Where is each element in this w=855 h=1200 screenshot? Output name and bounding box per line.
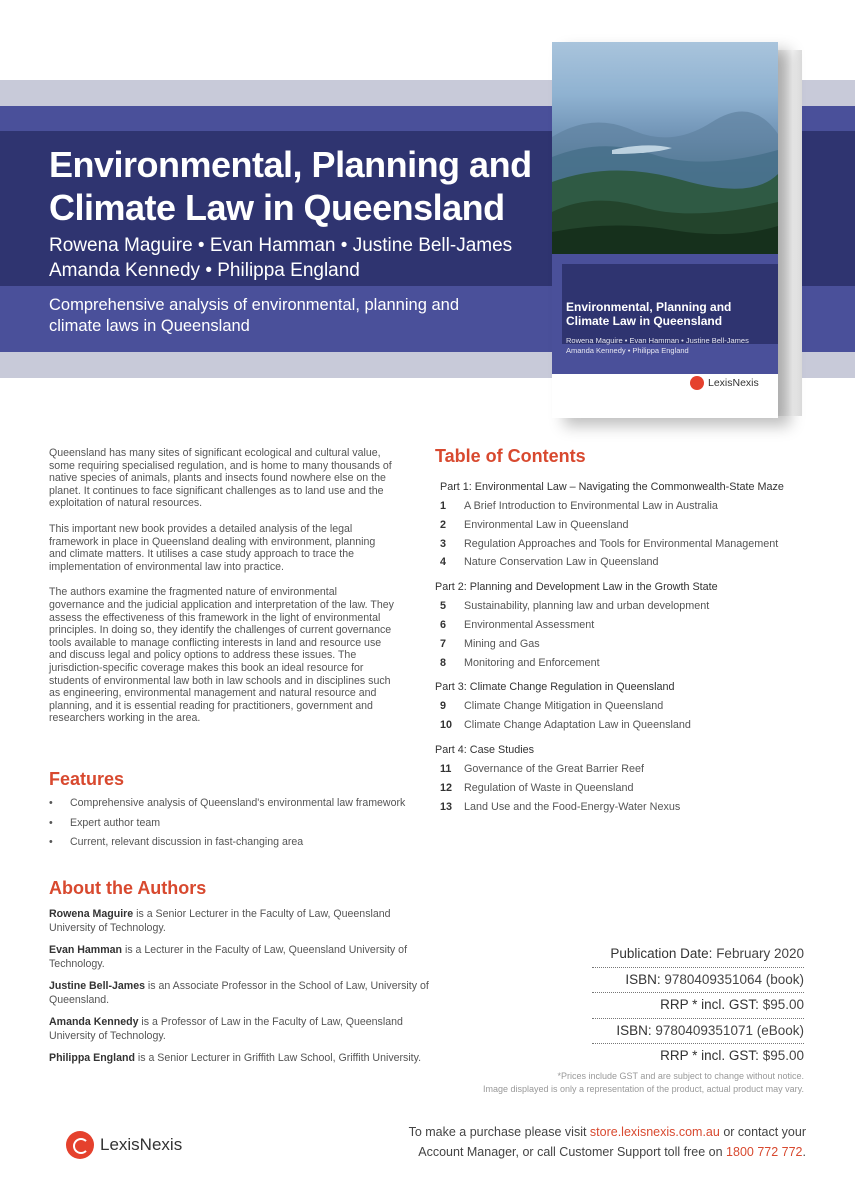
book-cover-authors: Rowena Maguire • Evan Hamman • Justine Bell-James Amanda Kennedy • Philippa England — [566, 336, 749, 355]
banner-authors — [49, 233, 512, 283]
purchase-info-intro: To make a purchase please visit — [408, 1125, 590, 1139]
chapter-number: 7 — [440, 637, 447, 650]
toc-part-title: Part 2: Planning and Development Law in the Growth State — [435, 581, 718, 594]
store-link[interactable]: store.lexisnexis.com.au — [589, 1125, 720, 1139]
chapter-number: 8 — [440, 656, 447, 669]
price-book-label: RRP * incl. GST: — [660, 997, 759, 1012]
author-name: Philippa England — [49, 1052, 135, 1064]
feature-item: • Comprehensive analysis of Queensland's environmental law framework — [49, 796, 429, 816]
author-bio — [49, 1015, 429, 1043]
chapter-number: 3 — [440, 537, 447, 550]
price-disclaimer — [420, 1070, 804, 1095]
toc-part — [435, 743, 845, 818]
about-authors-list — [49, 907, 429, 1073]
table-of-contents — [435, 480, 845, 824]
chapter-title: Climate Change Mitigation in Queensland — [464, 700, 664, 713]
author-bio — [49, 979, 429, 1007]
book-cover-image — [552, 42, 778, 418]
isbn-ebook-value: 9780409351071 (eBook) — [655, 1022, 804, 1038]
chapter-number: 4 — [440, 556, 447, 569]
chapter-number: 10 — [440, 719, 453, 732]
author-bio — [49, 943, 429, 971]
isbn-book-value: 9780409351064 (book) — [664, 971, 804, 987]
book-spine — [778, 50, 802, 416]
toc-part-title: Part 1: Environmental Law – Navigating the Commonwealth-State Maze — [440, 481, 784, 493]
chapter-number: 12 — [440, 781, 453, 794]
toc-part-title: Part 3: Climate Change Regulation in Queensland — [435, 681, 675, 694]
description-paragraph: Queensland has many sites of significant ecological and cultural value, some requiring specialised regulation, and is home to many thousands of native species of animals, plants and insects found nowhere else on the planet. It continues to face significant challenges as to land use and the exploitation of natural resources. — [49, 447, 392, 510]
chapter-number: 5 — [440, 600, 447, 613]
banner-authors-line1: Rowena Maguire • Evan Hamman • Justine Bell-James — [49, 235, 513, 256]
chapter-title: Regulation Approaches and Tools for Environmental Management — [464, 537, 779, 550]
toc-chapter — [435, 781, 845, 800]
landscape-illustration — [552, 42, 778, 254]
chapter-title: A Brief Introduction to Environmental Law in Australia — [464, 500, 718, 512]
book-title-heading: Environmental, Planning and Climate Law in Queensland — [49, 144, 532, 228]
chapter-number: 2 — [440, 518, 447, 531]
toc-chapter — [435, 762, 845, 781]
toc-chapter — [435, 718, 845, 737]
chapter-number: 9 — [440, 700, 447, 713]
price-book-value: $95.00 — [762, 997, 804, 1012]
chapter-title: Governance of the Great Barrier Reef — [464, 762, 645, 775]
toc-chapter — [435, 537, 845, 556]
chapter-title: Environmental Law in Queensland — [464, 518, 629, 531]
lexisnexis-logo — [66, 1131, 182, 1159]
author-name: Evan Hamman — [49, 944, 123, 956]
banner-authors-line2: Amanda Kennedy • Philippa England — [49, 260, 360, 281]
disclaimer-line: Image displayed is only a representation of the product, actual product may vary. — [482, 1083, 804, 1094]
book-cover-title: Environmental, Planning and Climate Law in Queensland — [566, 300, 732, 328]
chapter-title: Monitoring and Enforcement — [464, 656, 600, 669]
author-description: is a Senior Lecturer in the Faculty of Law, Queensland University of Technology. — [49, 908, 391, 934]
book-cover-publisher-name: LexisNexis — [708, 377, 759, 389]
chapter-title: Nature Conservation Law in Queensland — [464, 556, 659, 569]
lexisnexis-logo-icon — [66, 1131, 94, 1159]
toc-chapter — [435, 599, 845, 618]
toc-chapter — [435, 618, 845, 637]
isbn-ebook-label: ISBN: — [616, 1022, 652, 1038]
author-name: Justine Bell-James — [49, 980, 145, 992]
chapter-title: Climate Change Adaptation Law in Queensland — [464, 719, 691, 732]
purchase-info-middle: or contact your Account Manager, or call Customer Support toll free on — [418, 1125, 806, 1159]
publication-date-label: Publication Date: — [610, 946, 713, 961]
chapter-number: 11 — [440, 762, 452, 775]
author-bio — [49, 1051, 429, 1065]
purchase-info-end: . — [802, 1145, 806, 1159]
book-description — [49, 447, 394, 738]
publication-date — [592, 942, 804, 968]
toc-chapter — [435, 518, 845, 537]
chapter-title: Environmental Assessment — [464, 618, 595, 631]
description-paragraph: This important new book provides a detailed analysis of the legal framework in place in Queensland dealing with environment, planning and climate matters. It utilises a case study approach to trace the implementation of environmental law into practice. — [49, 522, 376, 573]
author-bio — [49, 907, 429, 935]
price-ebook-label: RRP * incl. GST: — [660, 1048, 759, 1063]
lexisnexis-logo-text: LexisNexis — [100, 1135, 183, 1154]
feature-item: • Expert author team — [49, 816, 429, 836]
toc-chapter — [435, 800, 845, 819]
price-ebook-value: $95.00 — [762, 1048, 804, 1063]
banner-subtitle: Comprehensive analysis of environmental, planning and climate laws in Queensland — [49, 296, 459, 335]
isbn-book — [592, 968, 804, 994]
publication-date-value: February 2020 — [716, 946, 804, 961]
price-book — [592, 993, 804, 1019]
isbn-book-label: ISBN: — [625, 971, 661, 987]
toc-chapter — [435, 699, 845, 718]
author-description: is a Senior Lecturer in Griffith Law School, Griffith University. — [134, 1052, 422, 1064]
author-description: is an Associate Professor in the School of Law, University of Queensland. — [49, 980, 429, 1006]
description-paragraph: The authors examine the fragmented nature of environmental governance and the judicial application and interpretation of the law. They assess the effectiveness of this framework in the light of environmental principles. In doing so, they identify the challenges of current governance tools available to manage conflicting interests in land and resource use and discuss legal and policy options to address these issues. The jurisdiction-specific coverage makes this book an ideal resource for students of environmental law both in law schools and in disciplines such as engineering, environmental management and natural resource and planning, and it is essential reading for practitioners, government and researchers working in the area. — [49, 586, 394, 725]
toc-heading: Table of Contents — [435, 446, 586, 466]
toc-part-title: Part 4: Case Studies — [435, 743, 535, 756]
author-name: Amanda Kennedy — [49, 1016, 139, 1028]
book-cover-landscape — [552, 42, 778, 254]
features-list — [49, 796, 429, 855]
chapter-number: 1 — [440, 500, 447, 512]
about-authors-heading: About the Authors — [49, 878, 207, 898]
book-cover-publisher — [690, 376, 759, 390]
toc-part — [435, 680, 845, 737]
toc-part — [435, 480, 845, 574]
author-description: is a Professor of Law in the Faculty of Law, Queensland University of Technology. — [49, 1016, 403, 1042]
toc-part — [435, 580, 845, 674]
toc-chapter — [435, 656, 845, 675]
chapter-number: 13 — [440, 800, 453, 813]
features-heading: Features — [49, 769, 125, 789]
chapter-title: Regulation of Waste in Queensland — [464, 781, 634, 794]
book-cover-band — [552, 254, 778, 374]
chapter-title: Land Use and the Food-Energy-Water Nexus — [464, 800, 681, 813]
chapter-title: Sustainability, planning law and urban development — [464, 600, 710, 613]
toc-chapter — [435, 637, 845, 656]
toc-chapter — [435, 499, 845, 518]
publication-details — [592, 942, 804, 1070]
toc-chapter — [435, 555, 845, 574]
disclaimer-line: *Prices include GST and are subject to change without notice. — [557, 1071, 804, 1081]
lexisnexis-logo-icon — [690, 376, 704, 390]
chapter-title: Mining and Gas — [464, 637, 540, 650]
feature-item: • Current, relevant discussion in fast-changing area — [49, 835, 429, 855]
author-name: Rowena Maguire — [49, 908, 134, 920]
support-phone[interactable]: 1800 772 772 — [726, 1145, 803, 1159]
author-description: is a Lecturer in the Faculty of Law, Queensland University of Technology. — [49, 944, 408, 970]
price-ebook — [592, 1044, 804, 1070]
isbn-ebook — [592, 1019, 804, 1045]
chapter-number: 6 — [440, 618, 447, 631]
purchase-info — [370, 1122, 806, 1162]
